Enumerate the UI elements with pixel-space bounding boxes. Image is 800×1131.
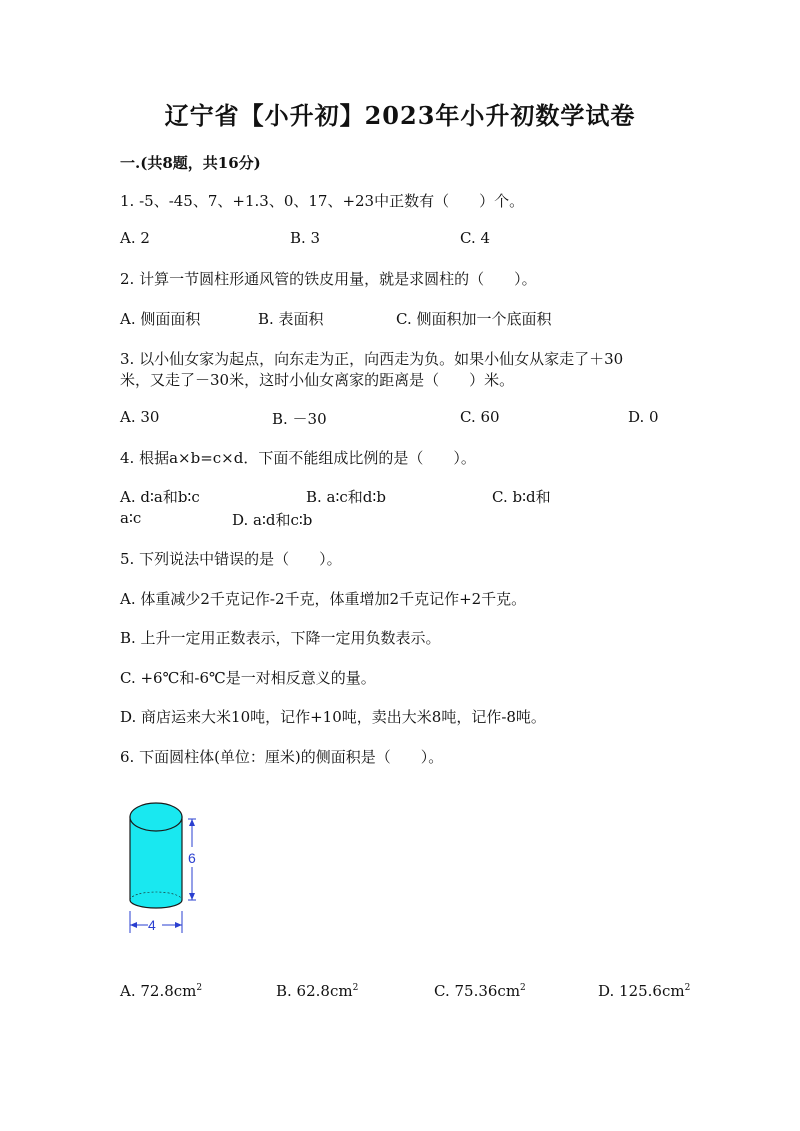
cylinder-figure — [118, 795, 228, 940]
question-6-option-b-text: B. 62.8cm — [276, 982, 353, 1000]
question-1-option-a: A. 2 — [120, 229, 150, 247]
question-4-stem: 4. 根据a×b=c×d．下面不能组成比例的是（ ）。 — [120, 449, 476, 467]
question-3-option-c: C. 60 — [460, 408, 500, 426]
question-6-option-a — [120, 982, 202, 1000]
question-4-option-d: D. a∶d和c∶b — [232, 511, 313, 529]
question-6-stem: 6. 下面圆柱体(单位：厘米)的侧面积是（ ）。 — [120, 748, 444, 766]
question-5-option-b: B. 上升一定用正数表示，下降一定用负数表示。 — [120, 629, 441, 647]
cylinder-top — [130, 803, 182, 831]
question-2-option-a: A. 侧面面积 — [120, 310, 201, 328]
diameter-label: 4 — [148, 917, 156, 933]
question-4-option-c-continued: a∶c — [120, 509, 142, 527]
question-4-option-c: C. b∶d和 — [492, 488, 551, 506]
question-3-option-d: D. 0 — [628, 408, 659, 426]
question-4-option-a: A. d∶a和b∶c — [120, 488, 200, 506]
question-6-option-a-text: A. 72.8cm — [120, 982, 197, 1000]
question-6-option-c — [434, 982, 526, 1000]
page-title: 辽宁省【小升初】2023年小升初数学试卷 — [164, 101, 636, 130]
height-arrow-up — [189, 819, 195, 826]
height-label: 6 — [188, 850, 196, 866]
unit-superscript: 2 — [196, 983, 203, 993]
question-1-option-c: C. 4 — [460, 229, 491, 247]
question-1-option-b: B. 3 — [290, 229, 321, 247]
question-2-option-b: B. 表面积 — [258, 310, 324, 328]
diameter-arrow-right — [175, 922, 182, 928]
unit-superscript: 2 — [352, 983, 359, 993]
question-6-option-d-text: D. 125.6cm — [598, 982, 685, 1000]
question-5-option-a: A. 体重减少2千克记作-2千克，体重增加2千克记作+2千克。 — [120, 590, 527, 608]
unit-superscript: 2 — [520, 983, 526, 993]
question-3-stem-line-2: 米，又走了－30米，这时小仙女离家的距离是（ ）米。 — [120, 371, 515, 389]
question-2-stem: 2. 计算一节圆柱形通风管的铁皮用量，就是求圆柱的（ ）。 — [120, 270, 537, 288]
diameter-arrow-left — [130, 922, 137, 928]
question-1-stem: 1. -5、-45、7、+1.3、0、17、+23中正数有（ ）个。 — [120, 192, 525, 210]
question-5-option-c: C. +6℃和-6℃是一对相反意义的量。 — [120, 669, 376, 687]
question-3-option-a: A. 30 — [120, 408, 160, 426]
question-3-option-b: B. －30 — [272, 410, 327, 428]
question-6-option-c-text: C. 75.36cm — [434, 982, 521, 1000]
unit-superscript: 2 — [684, 983, 691, 993]
question-5-stem: 5. 下列说法中错误的是（ ）。 — [120, 550, 342, 568]
question-6-option-d — [598, 982, 690, 1000]
question-2-option-c: C. 侧面积加一个底面积 — [396, 310, 552, 328]
question-3-stem-line-1: 3. 以小仙女家为起点，向东走为正，向西走为负。如果小仙女从家走了＋30 — [120, 350, 624, 368]
height-arrow-down — [189, 893, 195, 900]
question-4-option-b: B. a∶c和d∶b — [306, 488, 386, 506]
question-5-option-d: D. 商店运来大米10吨，记作+10吨，卖出大米8吨，记作-8吨。 — [120, 708, 546, 726]
section-heading: 一.(共8题，共16分) — [120, 154, 261, 172]
question-6-option-b — [276, 982, 358, 1000]
